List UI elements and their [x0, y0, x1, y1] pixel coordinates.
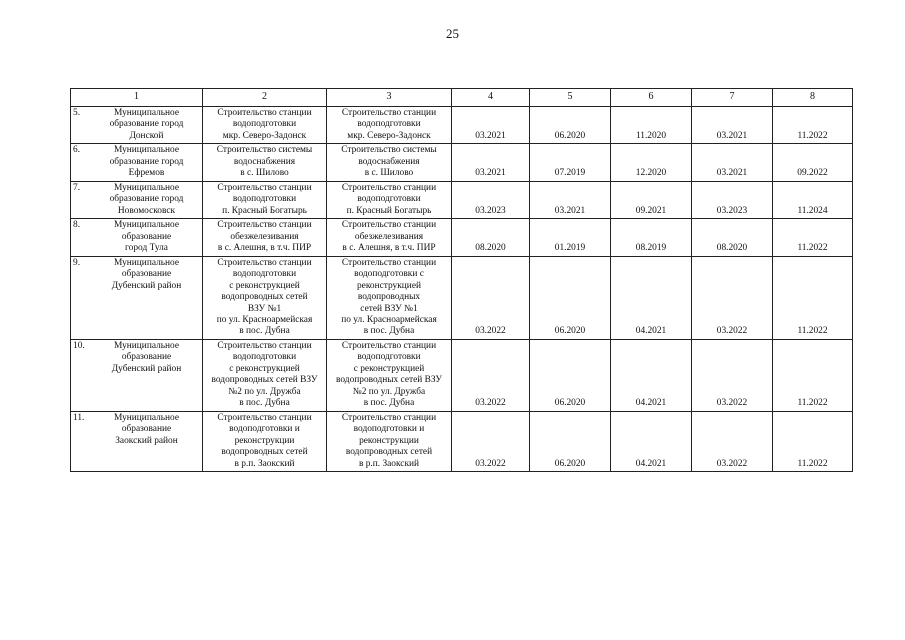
- table-row: [71, 339, 853, 411]
- date-cell: 03.2022: [452, 411, 530, 471]
- column-header: 7: [692, 89, 773, 107]
- row-number: 9.: [73, 257, 81, 268]
- table-row: [71, 256, 853, 339]
- date-cell: 06.2020: [530, 411, 611, 471]
- municipality-name: Муниципальное образование город Тула: [113, 220, 180, 254]
- project-description-cell: Строительство станции водоподготовки с реконструкцией водопроводных сетей ВЗУ №1 по ул. Красноармейская в пос. Дубна: [327, 256, 452, 339]
- date-cell: 11.2020: [611, 107, 692, 144]
- column-header: 8: [773, 89, 853, 107]
- date-cell: 03.2021: [452, 144, 530, 181]
- project-description-cell: Строительство станции водоподготовки мкр. Северо-Задонск: [203, 107, 327, 144]
- table-body: [71, 107, 853, 472]
- data-table: [70, 88, 853, 472]
- date-cell: 12.2020: [611, 144, 692, 181]
- table-row: [71, 219, 853, 256]
- date-cell: 01.2019: [530, 219, 611, 256]
- project-description-cell: Строительство системы водоснабжения в с. Шилово: [327, 144, 452, 181]
- municipality-cell: [71, 256, 203, 339]
- row-number: 8.: [73, 220, 81, 231]
- date-cell: 03.2022: [692, 339, 773, 411]
- row-number: 7.: [73, 182, 81, 193]
- date-cell: 09.2021: [611, 181, 692, 218]
- column-header: 4: [452, 89, 530, 107]
- municipality-name: Муниципальное образование город Донской: [109, 108, 184, 141]
- date-cell: 07.2019: [530, 144, 611, 181]
- project-description-cell: Строительство станции водоподготовки мкр. Северо-Задонск: [327, 107, 452, 144]
- column-header: 3: [327, 89, 452, 107]
- table-header-row: [71, 89, 853, 107]
- municipality-name: Муниципальное образование Заокский район: [113, 412, 180, 446]
- date-cell: 03.2023: [452, 181, 530, 218]
- date-cell: 04.2021: [611, 411, 692, 471]
- municipality-cell: [71, 107, 203, 144]
- row-number: 5.: [73, 108, 81, 118]
- project-description-cell: Строительство станции обезжелезивания в с. Алешня, в т.ч. ПИР: [203, 219, 327, 256]
- project-description-cell: Строительство станции водоподготовки с реконструкцией водопроводных сетей ВЗУ №1 по ул. Красноармейская в пос. Дубна: [203, 256, 327, 339]
- row-number: 10.: [73, 340, 85, 351]
- date-cell: 06.2020: [530, 339, 611, 411]
- project-description-cell: Строительство станции водоподготовки п. Красный Богатырь: [203, 181, 327, 218]
- municipality-name: Муниципальное образование город Ефремов: [109, 145, 184, 179]
- date-cell: 11.2022: [773, 256, 853, 339]
- date-cell: 03.2021: [692, 144, 773, 181]
- column-header: 6: [611, 89, 692, 107]
- municipality-cell: [71, 144, 203, 181]
- date-cell: 08.2019: [611, 219, 692, 256]
- table-row: [71, 107, 853, 144]
- date-cell: 03.2022: [692, 256, 773, 339]
- project-description-cell: Строительство станции водоподготовки и реконструкции водопроводных сетей в р.п. Заокский: [327, 411, 452, 471]
- date-cell: 03.2023: [692, 181, 773, 218]
- project-description-cell: Строительство станции водоподготовки с реконструкцией водопроводных сетей ВЗУ №2 по ул. Дружба в пос. Дубна: [327, 339, 452, 411]
- page-number: 25: [446, 26, 459, 41]
- municipality-name: Муниципальное образование Дубенский район: [111, 340, 182, 374]
- municipality-cell: [71, 411, 203, 471]
- date-cell: 03.2022: [692, 411, 773, 471]
- municipality-cell: [71, 181, 203, 218]
- date-cell: 11.2022: [773, 411, 853, 471]
- date-cell: 11.2022: [773, 339, 853, 411]
- row-number: 11.: [73, 412, 85, 423]
- table-row: [71, 144, 853, 181]
- date-cell: 11.2022: [773, 219, 853, 256]
- municipality-name: Муниципальное образование Дубенский район: [111, 257, 182, 291]
- project-description-cell: Строительство станции обезжелезивания в с. Алешня, в т.ч. ПИР: [327, 219, 452, 256]
- municipality-cell: [71, 219, 203, 256]
- project-description-cell: Строительство станции водоподготовки и реконструкции водопроводных сетей в р.п. Заокский: [203, 411, 327, 471]
- column-header: 2: [203, 89, 327, 107]
- date-cell: 03.2021: [530, 181, 611, 218]
- column-header: 5: [530, 89, 611, 107]
- date-cell: 06.2020: [530, 256, 611, 339]
- date-cell: 11.2022: [773, 107, 853, 144]
- date-cell: 08.2020: [452, 219, 530, 256]
- row-number: 6.: [73, 145, 81, 156]
- date-cell: 03.2021: [692, 107, 773, 144]
- date-cell: 11.2024: [773, 181, 853, 218]
- municipality-name: Муниципальное образование город Новомосковск: [109, 182, 184, 216]
- date-cell: 03.2022: [452, 339, 530, 411]
- date-cell: 06.2020: [530, 107, 611, 144]
- date-cell: 03.2021: [452, 107, 530, 144]
- date-cell: 09.2022: [773, 144, 853, 181]
- date-cell: 08.2020: [692, 219, 773, 256]
- date-cell: 04.2021: [611, 256, 692, 339]
- table-row: [71, 411, 853, 471]
- table-row: [71, 181, 853, 218]
- date-cell: 03.2022: [452, 256, 530, 339]
- date-cell: 04.2021: [611, 339, 692, 411]
- municipality-cell: [71, 339, 203, 411]
- project-description-cell: Строительство станции водоподготовки с реконструкцией водопроводных сетей ВЗУ №2 по ул. Дружба в пос. Дубна: [203, 339, 327, 411]
- project-description-cell: Строительство станции водоподготовки п. Красный Богатырь: [327, 181, 452, 218]
- column-header: 1: [71, 89, 203, 107]
- project-description-cell: Строительство системы водоснабжения в с. Шилово: [203, 144, 327, 181]
